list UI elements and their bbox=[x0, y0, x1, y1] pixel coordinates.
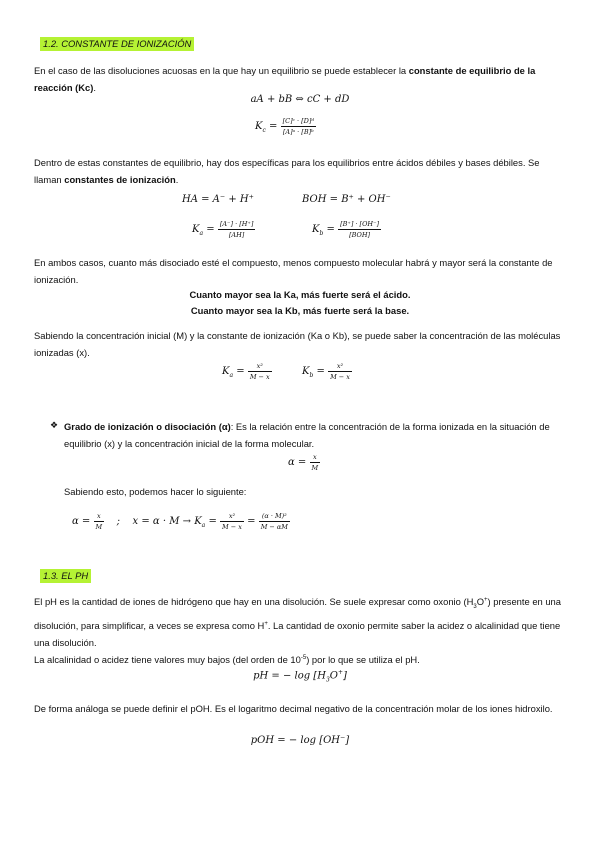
kb-x-sub: b bbox=[309, 372, 314, 379]
equation-poh bbox=[0, 735, 600, 746]
ka-x-denominator: M − x bbox=[249, 373, 270, 381]
ka-x-sub: a bbox=[229, 372, 234, 379]
chain-fraction-1 bbox=[220, 512, 244, 531]
eq-ph-o: O bbox=[329, 670, 338, 682]
ph-p2-b: ) por lo que se utiliza el pH. bbox=[306, 654, 420, 666]
section-heading-ionization bbox=[40, 37, 194, 51]
ka-x-fraction bbox=[248, 362, 272, 381]
kb-numerator: [B⁺] · [OH⁻] bbox=[340, 220, 380, 228]
chain-fraction-2 bbox=[259, 512, 290, 531]
ph-p1-a: El pH es la cantidad de iones de hidrógeno que hay en una disolución. Se suele expresar como oxonio (H bbox=[34, 596, 474, 608]
equation-ph bbox=[0, 669, 600, 683]
equation-alpha bbox=[288, 453, 320, 472]
equation-ka: $K_a$ = $\frac{[A^-] \cdot [H^+]}{[AH]}$ bbox=[192, 220, 254, 239]
equation-kb-x: $K_b$ = $\frac{\text{x²}}{M - x}$ bbox=[302, 362, 350, 381]
kb-x-fraction bbox=[328, 362, 352, 381]
bold-line1-text: Cuanto mayor sea la Ka, más fuerte será el ácido. bbox=[189, 289, 411, 300]
eq-poh-text: pOH = − log [OH⁻] bbox=[250, 735, 350, 746]
ph-p1-plus: + bbox=[483, 597, 488, 603]
paragraph-alkalinity bbox=[34, 650, 566, 668]
diamond-bullet-icon bbox=[50, 420, 58, 431]
paragraph-ionization-constants bbox=[34, 154, 566, 188]
kb-sub: b bbox=[319, 230, 324, 237]
grado-bold: Grado de ionización o disociación (α) bbox=[64, 421, 231, 432]
eq-ph-sup: + bbox=[337, 669, 343, 676]
paragraph-knowing-this bbox=[64, 483, 564, 500]
p2-bold: constantes de ionización bbox=[64, 174, 176, 185]
paragraph-kc-intro bbox=[34, 62, 566, 96]
equation-acid bbox=[182, 194, 254, 205]
chain-frac2-den: M − αM bbox=[260, 523, 288, 531]
ph-p3-text: De forma análoga se puede definir el pOH. Es el logaritmo decimal negativo de la concentración molar de los iones hidroxilo. bbox=[34, 703, 553, 714]
p1-text: En el caso de las disoluciones acuosas en la que hay un equilibrio se puede establecer la bbox=[34, 65, 409, 76]
chain-eq2: = bbox=[247, 516, 256, 527]
chain-alpha-lhs: α = bbox=[72, 516, 91, 527]
alpha-fraction bbox=[310, 453, 321, 472]
bold-line2-text: Cuanto mayor sea la Kb, más fuerte será la base. bbox=[190, 305, 410, 316]
kc-denominator: [A]ᵃ · [B]ᵇ bbox=[282, 128, 314, 136]
kb-label: K bbox=[312, 224, 320, 235]
eq-acid-text: HA = A⁻ + H⁺ bbox=[182, 194, 254, 205]
heading-ph-text: 1.3. EL PH bbox=[43, 570, 89, 581]
chain-alpha-num: x bbox=[94, 512, 105, 522]
equation-kb: $K_b$ = $\frac{[B^+] \cdot [OH^-]}{\text{[BOH]}}$ bbox=[312, 220, 380, 239]
chain-ka-label: K bbox=[194, 516, 202, 527]
bold-statement-kb bbox=[0, 303, 600, 319]
p4-text: Sabiendo la concentración inicial (M) y la constante de ionización (Ka o Kb), se puede saber la concentración de las moléculas ionizadas (x). bbox=[34, 330, 561, 358]
eq-base-text: BOH = B⁺ + OH⁻ bbox=[302, 194, 391, 205]
equation-ka-x: $K_a$ = $\frac{\text{x²}}{M - x}$ bbox=[222, 362, 270, 381]
chain-alpha-fraction bbox=[94, 512, 105, 531]
ka-denominator: [AH] bbox=[228, 231, 245, 239]
ph-p1-sub: 3 bbox=[473, 604, 477, 610]
paragraph-initial-concentration bbox=[34, 327, 566, 361]
chain-separator: ; bbox=[116, 516, 121, 527]
grado-text: : Es la relación entre la concentración de la forma ionizada en la situación de equilibrio (x) y la concentración inicial de la forma molecular. bbox=[64, 421, 550, 449]
ka-x-numerator: x² bbox=[248, 362, 272, 372]
ph-p1-c: + bbox=[264, 621, 268, 627]
p3-text: En ambos casos, cuanto más disociado esté el compuesto, menos compuesto molecular habrá y mayor será la constante de ionización. bbox=[34, 257, 553, 285]
ph-p1-d: . La cantidad de oxonio permite saber la acidez o alcalinidad que tiene una disolución. bbox=[34, 620, 561, 649]
ka-sub: a bbox=[199, 230, 204, 237]
paragraph-poh bbox=[34, 700, 566, 717]
eq-reaction-text: aA + bB ⇔ cC + dD bbox=[250, 94, 350, 105]
ka-label: K bbox=[192, 224, 200, 235]
heading-ionization-text: 1.2. CONSTANTE DE IONIZACIÓN bbox=[43, 38, 192, 49]
kc-sub: c bbox=[262, 127, 266, 134]
kc-fraction bbox=[281, 117, 316, 136]
ka-x-label: K bbox=[222, 366, 230, 377]
kb-denominator: [BOH] bbox=[349, 231, 371, 239]
p1-bold: constante de equilibrio de la reacción (Kc) bbox=[34, 65, 536, 93]
ph-p2-a: La alcalinidad o acidez tiene valores muy bajos (del orden de 10 bbox=[34, 654, 301, 666]
ka-fraction bbox=[218, 220, 256, 239]
chain-alpha-den: M bbox=[95, 523, 103, 531]
chain-eq1: = bbox=[208, 516, 217, 527]
bold-statement-ka bbox=[0, 287, 600, 303]
kb-x-denominator: M − x bbox=[330, 373, 350, 381]
paragraph-dissociation bbox=[34, 254, 566, 288]
p1-end: . bbox=[93, 82, 97, 93]
alpha-lhs: α = bbox=[288, 457, 307, 468]
kc-label: K bbox=[255, 121, 263, 132]
equation-kc: $K_c$ = $\frac{\text{[C]ᶜ · [D]ᵈ}}{\text{[A]ᵃ · [B]ᵇ}}$ bbox=[255, 117, 315, 136]
eq-ph-sub: 3 bbox=[325, 676, 330, 684]
ph-p1-b: ) presente en una disolución, para simplificar, a veces se expresa como H bbox=[34, 596, 561, 632]
alpha-denominator: M bbox=[311, 464, 319, 472]
chain-x-expr: x = α · M → bbox=[132, 516, 191, 527]
bullet-symbol: ❖ bbox=[50, 420, 59, 430]
p5-text: Sabiendo esto, podemos hacer lo siguiente: bbox=[64, 486, 247, 497]
eq-ph-close: ] bbox=[343, 670, 347, 682]
paragraph-ionization-degree bbox=[64, 418, 564, 452]
equation-chain bbox=[72, 512, 290, 531]
chain-frac2-num: (α · M)² bbox=[259, 512, 290, 522]
equation-reaction bbox=[0, 94, 600, 105]
equation-base bbox=[302, 194, 391, 205]
p2-end: . bbox=[175, 174, 179, 185]
alpha-numerator: x bbox=[310, 453, 321, 463]
ka-numerator: [A⁻] · [H⁺] bbox=[219, 220, 254, 228]
ph-p1-o: O bbox=[476, 596, 484, 608]
ph-p2-exp: -5 bbox=[300, 655, 307, 661]
p2-text: Dentro de estas constantes de equilibrio, hay dos específicas para los equilibrios entre ácidos débiles y bases débiles. Se llaman bbox=[34, 157, 540, 185]
eq-ph-main: pH = − log [H bbox=[253, 670, 326, 682]
paragraph-ph-definition bbox=[34, 592, 566, 651]
kc-numerator: [C]ᶜ · [D]ᵈ bbox=[282, 117, 315, 125]
kb-x-label: K bbox=[302, 366, 310, 377]
section-heading-ph bbox=[40, 569, 91, 583]
chain-ka-sub: a bbox=[201, 522, 206, 529]
chain-frac1-den: M − x bbox=[222, 523, 242, 531]
chain-frac1-num: x² bbox=[220, 512, 244, 522]
kb-x-numerator: x² bbox=[328, 362, 352, 372]
kb-fraction bbox=[338, 220, 381, 239]
